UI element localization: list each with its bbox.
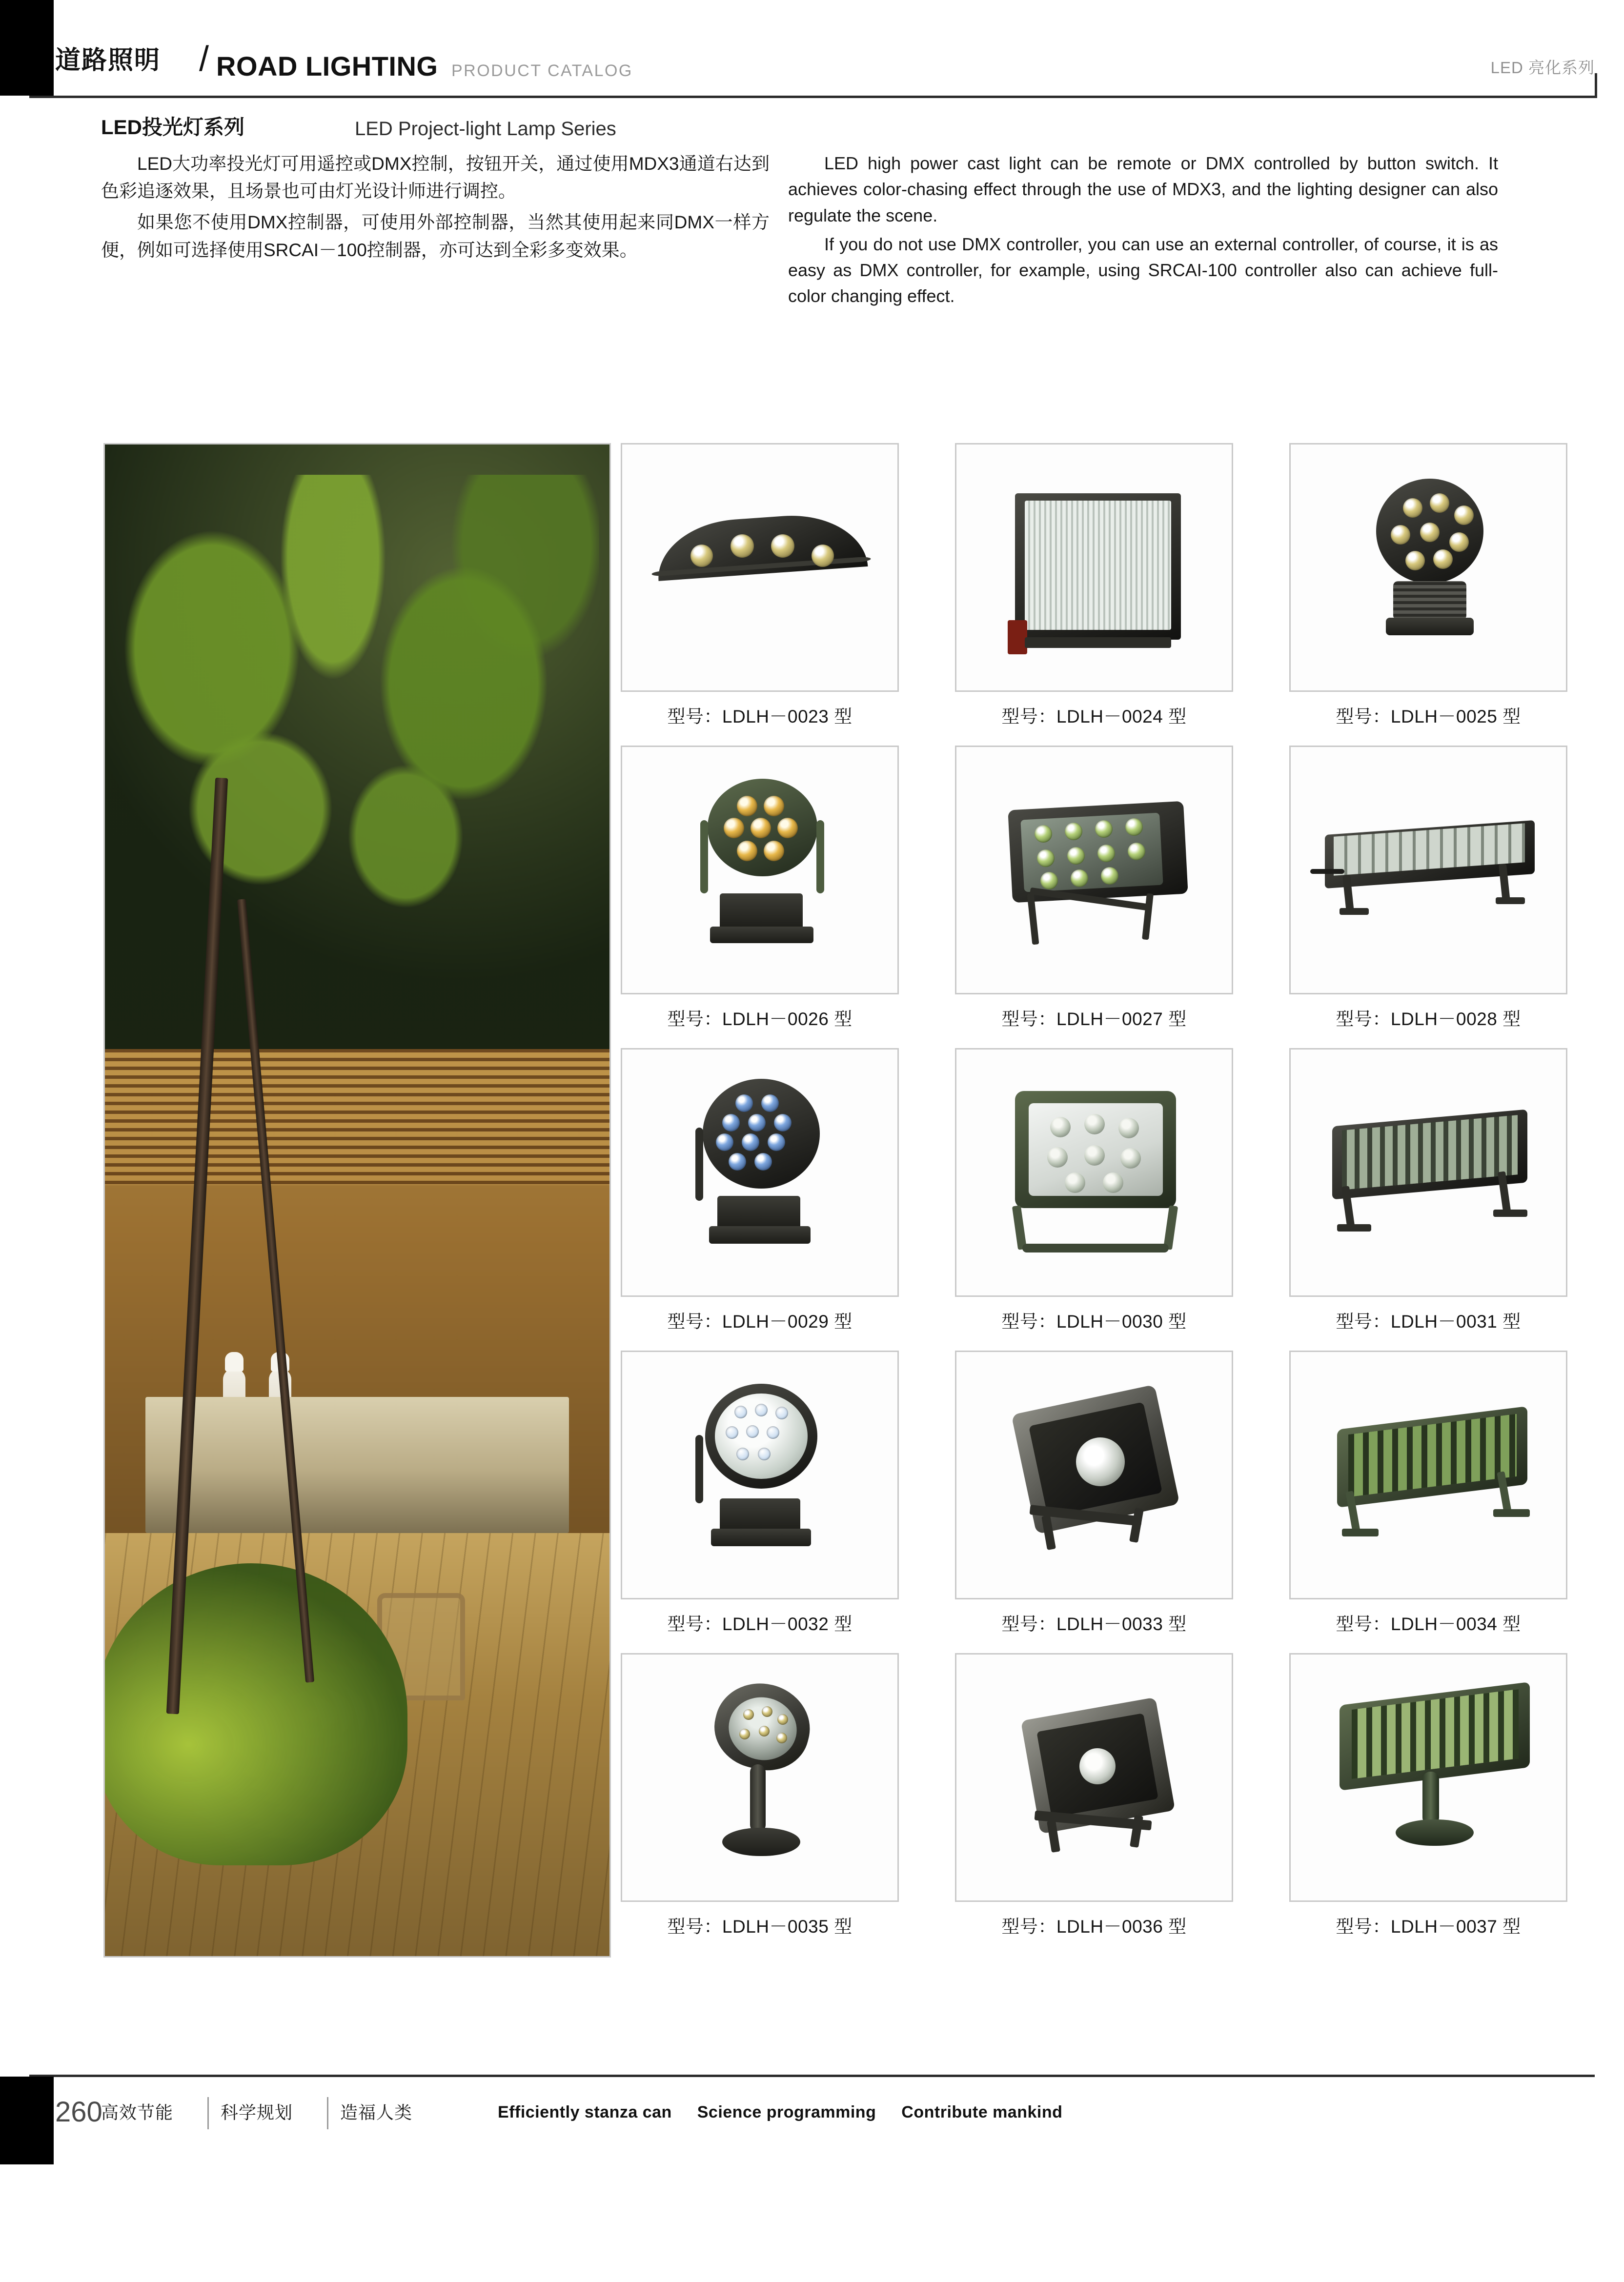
intro-english-column bbox=[788, 150, 1498, 312]
header-black-block bbox=[0, 0, 54, 96]
product-image-0035 bbox=[621, 1653, 899, 1902]
footer-slogan-separator bbox=[207, 2097, 209, 2129]
product-image-0023 bbox=[621, 443, 899, 692]
header-title-cn: 道路照明 bbox=[55, 46, 161, 75]
intro-en-paragraph: LED high power cast light can be remote or DMX controlled by button switch. It achieves color-chasing effect through the use of MDX3, and the lighting designer can also regulate the scene. bbox=[788, 153, 1498, 225]
product-image-0026 bbox=[621, 746, 899, 994]
product-caption: 型号：LDLH－0035 型 bbox=[667, 1917, 853, 1937]
product-image-0037 bbox=[1289, 1653, 1567, 1902]
product-caption: 型号：LDLH－0026 型 bbox=[667, 1009, 853, 1029]
footer-black-block bbox=[0, 2077, 54, 2164]
product-cell[interactable] bbox=[621, 443, 899, 728]
page-number: 260 bbox=[55, 2096, 102, 2128]
product-image-0034 bbox=[1289, 1351, 1567, 1599]
product-caption: 型号：LDLH－0024 型 bbox=[1001, 707, 1187, 727]
header-title-en: ROAD LIGHTING bbox=[216, 51, 438, 81]
lamp-art-bar-48led bbox=[1291, 1050, 1566, 1295]
lamp-art-panel-36led-stand bbox=[1291, 1655, 1566, 1900]
lamp-art-spot-stand bbox=[622, 1655, 897, 1900]
lamp-art-round-amber-base bbox=[622, 747, 897, 993]
product-image-0024 bbox=[955, 443, 1233, 692]
product-image-0033 bbox=[955, 1351, 1233, 1599]
intro-cn-paragraph: LED大功率投光灯可用遥控或DMX控制，按钮开关，通过使用MDX3通道右达到色彩追逐效果，且场景也可由灯光设计师进行调控。 bbox=[101, 154, 770, 202]
lamp-art-flood-lens bbox=[956, 1352, 1232, 1598]
product-caption: 型号：LDLH－0031 型 bbox=[1336, 1312, 1521, 1332]
lamp-art-round-white bbox=[622, 1352, 897, 1598]
product-caption: 型号：LDLH－0034 型 bbox=[1336, 1614, 1521, 1634]
product-caption: 型号：LDLH－0030 型 bbox=[1001, 1312, 1187, 1332]
product-image-0029 bbox=[621, 1048, 899, 1297]
page-header bbox=[0, 0, 1624, 110]
header-series-label: LED 亮化系列 bbox=[1490, 59, 1595, 77]
product-caption: 型号：LDLH－0028 型 bbox=[1336, 1009, 1521, 1029]
product-cell[interactable] bbox=[955, 443, 1233, 728]
product-caption: 型号：LDLH－0032 型 bbox=[667, 1614, 853, 1634]
intro-en-paragraph: If you do not use DMX controller, you can use an external controller, of course, it is as easy as DMX controller, for example, using SRCAI-100 controller also can achieve full-color changing effect. bbox=[788, 234, 1498, 306]
hero-tree-canopy bbox=[115, 475, 600, 1170]
header-slash: / bbox=[199, 40, 209, 79]
product-cell[interactable] bbox=[1289, 1653, 1567, 1938]
product-image-0028 bbox=[1289, 746, 1567, 994]
footer-slogans-en bbox=[498, 2104, 1083, 2120]
product-image-0027 bbox=[955, 746, 1233, 994]
footer-slogan-cn: 科学规划 bbox=[221, 2102, 293, 2122]
product-cell[interactable] bbox=[1289, 443, 1567, 728]
product-cell[interactable] bbox=[955, 1351, 1233, 1636]
product-cell[interactable] bbox=[955, 746, 1233, 1030]
lamp-art-rect-12led bbox=[956, 747, 1232, 993]
product-cell[interactable] bbox=[1289, 746, 1567, 1030]
lamp-art-arc-bar bbox=[622, 444, 897, 690]
lamp-art-round-9led bbox=[1291, 444, 1566, 690]
footer-slogan-cn: 造福人类 bbox=[340, 2102, 413, 2122]
lamp-art-green-36led bbox=[1291, 1352, 1566, 1598]
intro-chinese-column bbox=[101, 150, 770, 268]
header-divider bbox=[29, 96, 1595, 98]
product-image-0031 bbox=[1289, 1048, 1567, 1297]
footer-slogan-en: Science programming bbox=[697, 2103, 876, 2121]
lamp-art-round-blue bbox=[622, 1050, 897, 1295]
product-caption: 型号：LDLH－0037 型 bbox=[1336, 1917, 1521, 1937]
lamp-art-flood-cob bbox=[956, 1655, 1232, 1900]
intro-cn-paragraph: 如果您不使用DMX控制器，可使用外部控制器，当然其使用起来同DMX一样方便，例如可选择使用SRCAI－100控制器，亦可达到全彩多变效果。 bbox=[101, 212, 770, 260]
footer-slogan-en: Contribute mankind bbox=[901, 2103, 1063, 2121]
product-image-0032 bbox=[621, 1351, 899, 1599]
product-cell[interactable] bbox=[621, 1351, 899, 1636]
product-caption: 型号：LDLH－0029 型 bbox=[667, 1312, 853, 1332]
footer-slogan-cn: 高效节能 bbox=[101, 2102, 174, 2122]
footer-slogan-en: Efficiently stanza can bbox=[498, 2103, 672, 2121]
footer-divider bbox=[29, 2075, 1595, 2077]
product-caption: 型号：LDLH－0025 型 bbox=[1336, 707, 1521, 727]
product-caption: 型号：LDLH－0033 型 bbox=[1001, 1614, 1187, 1634]
product-caption: 型号：LDLH－0023 型 bbox=[667, 707, 853, 727]
hero-photo bbox=[103, 443, 611, 1958]
product-cell[interactable] bbox=[955, 1048, 1233, 1333]
product-cell[interactable] bbox=[621, 1653, 899, 1938]
lamp-art-bar-36led bbox=[1291, 747, 1566, 993]
product-cell[interactable] bbox=[955, 1653, 1233, 1938]
product-cell[interactable] bbox=[1289, 1351, 1567, 1636]
product-caption: 型号：LDLH－0036 型 bbox=[1001, 1917, 1187, 1937]
lamp-art-square-9led bbox=[956, 1050, 1232, 1295]
header-divider-tail bbox=[1595, 73, 1597, 98]
product-image-0025 bbox=[1289, 443, 1567, 692]
hero-shrubs bbox=[103, 1563, 407, 1866]
footer-slogan-separator bbox=[327, 2097, 328, 2129]
section-title-cn: LED投光灯系列 bbox=[101, 116, 245, 139]
product-cell[interactable] bbox=[621, 746, 899, 1030]
section-title-en: LED Project-light Lamp Series bbox=[355, 118, 616, 140]
product-cell[interactable] bbox=[621, 1048, 899, 1333]
hero-buffet-counter bbox=[145, 1397, 569, 1533]
lamp-art-panel-large bbox=[956, 444, 1232, 690]
product-cell[interactable] bbox=[1289, 1048, 1567, 1333]
product-caption: 型号：LDLH－0027 型 bbox=[1001, 1009, 1187, 1029]
header-subtitle: PRODUCT CATALOG bbox=[451, 61, 633, 80]
product-image-0030 bbox=[955, 1048, 1233, 1297]
product-image-0036 bbox=[955, 1653, 1233, 1902]
